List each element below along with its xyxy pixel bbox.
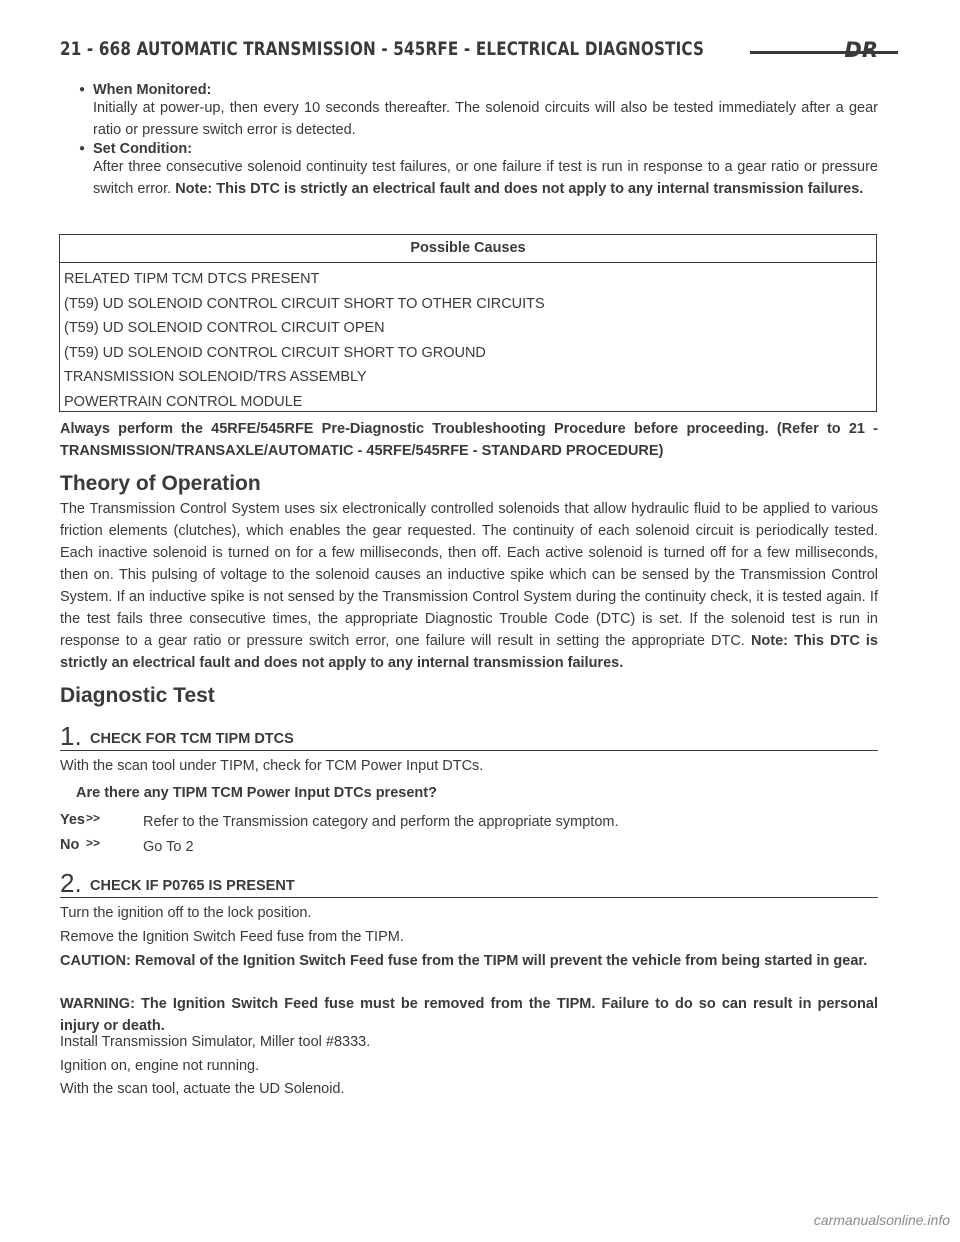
theory-text: The Transmission Control System uses six electronically controlled solenoids that allow hydraulic fluid to be applied to various friction elements (clutches), which enables the gear requested. The continuity of each solenoid circuit is periodically tested. Each inactive solenoid is turned on for a few milliseconds, then off. Each active solenoid is turned off for a few milliseconds, then on. This pulsing of voltage to the solenoid causes an inductive spike which can be sensed by the Transmission Control System. If an inductive spike is not sensed by the Transmission Control System during the continuity check, it is tested again. If the test fails three consecutive times, the appropriate Diagnostic Trouble Code (DTC) is set. If the solenoid test is run in response to a gear ratio or pressure switch error, one failure will result in setting the appropriate DTC. Note: This DTC is strictly an electrical fault and does not apply to any internal transmission failures.: [60, 501, 878, 671]
diagnostic-heading: Diagnostic Test: [60, 684, 215, 707]
step-2-line: Install Transmission Simulator, Miller tool #8333.: [60, 1034, 371, 1050]
no-label: No: [60, 837, 80, 853]
pre-diagnostic-note: Always perform the 45RFE/545RFE Pre-Diagnostic Troubleshooting Procedure before proceeding. (Refer to 21 - TRANSMISSION/TRANSAXLE/AUTOMATIC - 45RFE/545RFE - STANDARD PROCEDURE): [60, 421, 878, 459]
step-2-header: [60, 869, 878, 898]
cause-row: (T59) UD SOLENOID CONTROL CIRCUIT SHORT TO OTHER CIRCUITS: [64, 295, 545, 312]
yes-answer: Refer to the Transmission category and perform the appropriate symptom.: [143, 814, 619, 830]
possible-causes-table: [59, 234, 877, 412]
arrow-icon: >>: [86, 811, 101, 825]
step-number: 2.: [60, 868, 82, 898]
yes-label: Yes: [60, 812, 85, 828]
page-title: 21 - 668 AUTOMATIC TRANSMISSION - 545RFE - ELECTRICAL DIAGNOSTICS: [60, 38, 705, 60]
arrow-icon: >>: [86, 836, 101, 850]
step-2-line: With the scan tool, actuate the UD Solenoid.: [60, 1081, 345, 1097]
step-1-text: With the scan tool under TIPM, check for TCM Power Input DTCs.: [60, 758, 484, 774]
no-answer: Go To 2: [143, 839, 194, 855]
set-condition-note: Note: This DTC is strictly an electrical fault and does not apply to any internal transmission failures.: [175, 181, 864, 197]
step-2-line: Remove the Ignition Switch Feed fuse from the TIPM.: [60, 929, 404, 945]
caution-text: CAUTION: Removal of the Ignition Switch Feed fuse from the TIPM will prevent the vehicle from being started in gear.: [60, 953, 868, 969]
when-monitored-text: Initially at power-up, then every 10 seconds thereafter. The solenoid circuits will also be tested immediately after a gear ratio or pressure switch error is detected.: [93, 100, 878, 138]
bullet-icon: ●: [79, 84, 86, 95]
step-1-question: Are there any TIPM TCM Power Input DTCs present?: [76, 785, 437, 801]
dr-logo: DR: [844, 38, 878, 62]
cause-row: RELATED TIPM TCM DTCS PRESENT: [64, 271, 320, 287]
step-1-header: [60, 722, 878, 751]
step-2-line: Ignition on, engine not running.: [60, 1058, 260, 1074]
warning-text: WARNING: The Ignition Switch Feed fuse must be removed from the TIPM. Failure to do so can result in personal injury or death.: [60, 996, 878, 1034]
cause-row: TRANSMISSION SOLENOID/TRS ASSEMBLY: [64, 369, 367, 385]
possible-causes-heading: Possible Causes: [60, 235, 876, 263]
when-monitored-label: When Monitored:: [93, 82, 212, 98]
step-title: CHECK FOR TCM TIPM DTCS: [90, 731, 294, 747]
theory-note: Note: This DTC is strictly an electrical fault and does not apply to any internal transmission failures.: [60, 633, 878, 671]
set-condition-label: Set Condition:: [93, 141, 193, 157]
page-header: [60, 38, 878, 68]
cause-row: POWERTRAIN CONTROL MODULE: [64, 393, 303, 410]
step-2-line: Turn the ignition off to the lock position.: [60, 905, 312, 921]
cause-row: (T59) UD SOLENOID CONTROL CIRCUIT SHORT TO GROUND: [64, 344, 486, 361]
cause-row: (T59) UD SOLENOID CONTROL CIRCUIT OPEN: [64, 320, 385, 336]
step-title: CHECK IF P0765 IS PRESENT: [90, 878, 295, 894]
bullet-icon: ●: [79, 143, 86, 154]
set-condition-text: After three consecutive solenoid continuity test failures, or one failure if test is run in response to a gear ratio or pressure switch error. Note: This DTC is strictly an electrical fault and does not apply to any internal transmission failures.: [93, 159, 878, 197]
step-number: 1.: [60, 721, 82, 751]
watermark: carmanualsonline.info: [813, 1212, 950, 1228]
theory-heading: Theory of Operation: [60, 472, 261, 495]
